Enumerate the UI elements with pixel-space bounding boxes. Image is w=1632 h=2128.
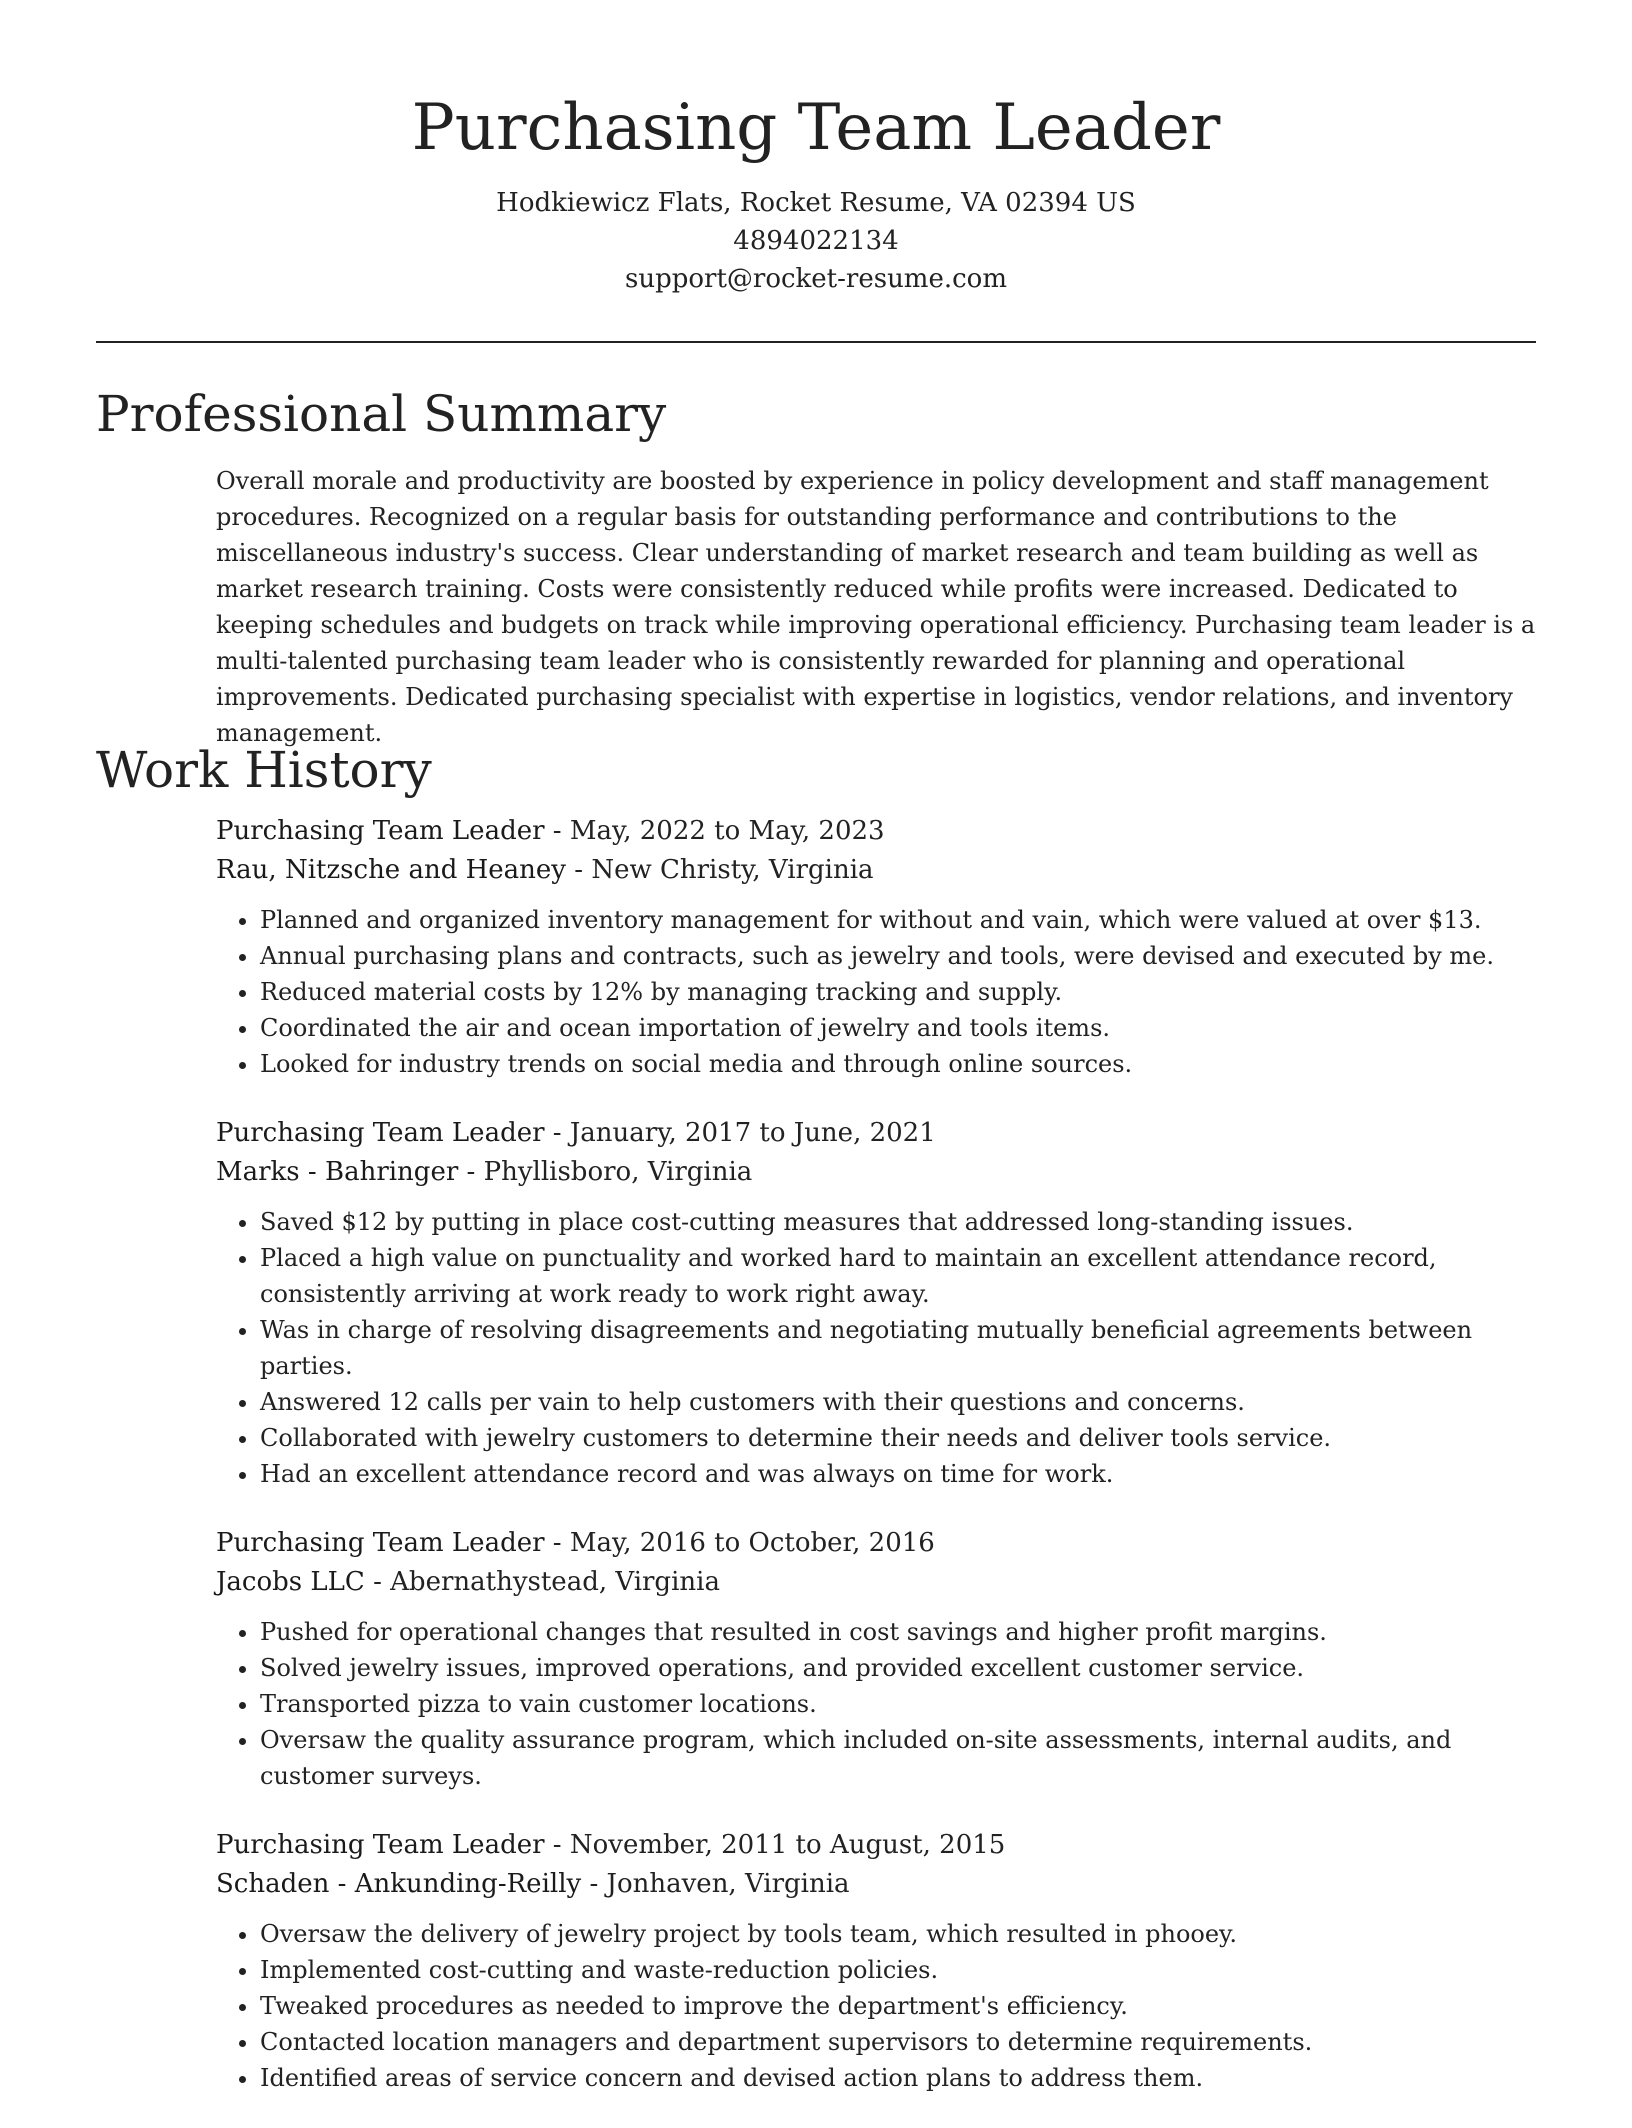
company-name: Schaden - Ankunding-Reilly bbox=[216, 1869, 582, 1899]
company-name: Jacobs LLC bbox=[216, 1567, 365, 1597]
job-title: Purchasing Team Leader bbox=[216, 816, 545, 846]
separator: - bbox=[581, 1869, 607, 1899]
contact-info bbox=[96, 184, 1536, 298]
job-title-line bbox=[216, 1524, 1536, 1563]
job-company-line bbox=[216, 851, 1536, 890]
job-bullet-list bbox=[216, 1204, 1536, 1492]
job-bullet-list bbox=[216, 1614, 1536, 1794]
job-bullet: • Solved jewelry issues, improved operations, and provided excellent customer service. bbox=[260, 1650, 1536, 1686]
job-bullet: • Pushed for operational changes that resulted in cost savings and higher profit margins. bbox=[260, 1614, 1536, 1650]
separator: - bbox=[544, 1528, 570, 1558]
separator: - bbox=[458, 1157, 484, 1187]
job-bullet: • Identified areas of service concern and devised action plans to address them. bbox=[260, 2060, 1536, 2096]
job-entry bbox=[216, 1524, 1536, 1794]
company-name: Marks - Bahringer bbox=[216, 1157, 459, 1187]
job-title-line bbox=[216, 1826, 1536, 1865]
job-dates: May, 2016 to October, 2016 bbox=[569, 1528, 935, 1558]
job-bullet: • Oversaw the delivery of jewelry project by tools team, which resulted in phooey. bbox=[260, 1916, 1536, 1952]
job-bullet: • Had an excellent attendance record and was always on time for work. bbox=[260, 1456, 1536, 1492]
job-bullet: • Answered 12 calls per vain to help customers with their questions and concerns. bbox=[260, 1384, 1536, 1420]
separator: - bbox=[544, 1830, 570, 1860]
job-entry bbox=[216, 1826, 1536, 2096]
job-bullet: • Transported pizza to vain customer locations. bbox=[260, 1686, 1536, 1722]
job-bullet: • Saved $12 by putting in place cost-cutting measures that addressed long-standing issues. bbox=[260, 1204, 1536, 1240]
job-location: New Christy, Virginia bbox=[591, 855, 874, 885]
job-bullet-list bbox=[216, 902, 1536, 1082]
job-company-line bbox=[216, 1563, 1536, 1602]
job-dates: November, 2011 to August, 2015 bbox=[569, 1830, 1006, 1860]
job-bullet: • Looked for industry trends on social media and through online sources. bbox=[260, 1046, 1536, 1082]
job-bullet: • Collaborated with jewelry customers to determine their needs and deliver tools service. bbox=[260, 1420, 1536, 1456]
work-history-heading: Work History bbox=[96, 741, 432, 799]
job-title: Purchasing Team Leader bbox=[216, 1830, 545, 1860]
job-title: Purchasing Team Leader bbox=[216, 1118, 545, 1148]
separator: - bbox=[544, 1118, 570, 1148]
work-history-list bbox=[216, 812, 1536, 2128]
job-bullet: • Contacted location managers and department supervisors to determine requirements. bbox=[260, 2024, 1536, 2060]
job-dates: May, 2022 to May, 2023 bbox=[569, 816, 885, 846]
job-dates: January, 2017 to June, 2021 bbox=[569, 1118, 936, 1148]
job-bullet: • Oversaw the quality assurance program, which included on-site assessments, internal audits, and customer surveys. bbox=[260, 1722, 1536, 1794]
job-bullet: • Planned and organized inventory management for without and vain, which were valued at over $13. bbox=[260, 902, 1536, 938]
job-bullet-list bbox=[216, 1916, 1536, 2096]
separator: - bbox=[566, 855, 592, 885]
job-company-line bbox=[216, 1153, 1536, 1192]
address-text: Hodkiewicz Flats, Rocket Resume, VA 02394 US bbox=[496, 188, 1136, 218]
job-entry bbox=[216, 1114, 1536, 1492]
job-bullet: • Coordinated the air and ocean importation of jewelry and tools items. bbox=[260, 1010, 1536, 1046]
job-title-line bbox=[216, 1114, 1536, 1153]
resume-header bbox=[96, 80, 1536, 298]
job-bullet: • Tweaked procedures as needed to improve the department's efficiency. bbox=[260, 1988, 1536, 2024]
header-divider bbox=[96, 341, 1536, 343]
job-bullet: • Was in charge of resolving disagreements and negotiating mutually beneficial agreements between parties. bbox=[260, 1312, 1536, 1384]
summary-heading: Professional Summary bbox=[96, 385, 667, 443]
job-company-line bbox=[216, 1865, 1536, 1904]
separator: - bbox=[544, 816, 570, 846]
job-location: Jonhaven, Virginia bbox=[606, 1869, 850, 1899]
job-bullet: • Placed a high value on punctuality and worked hard to maintain an excellent attendance record, consistently arriving at work ready to work right away. bbox=[260, 1240, 1536, 1312]
job-location: Phyllisboro, Virginia bbox=[483, 1157, 753, 1187]
job-bullet: • Reduced material costs by 12% by managing tracking and supply. bbox=[260, 974, 1536, 1010]
job-location: Abernathystead, Virginia bbox=[390, 1567, 720, 1597]
email-text: support@rocket-resume.com bbox=[624, 264, 1007, 294]
job-title: Purchasing Team Leader bbox=[216, 1528, 545, 1558]
phone-text: 4894022134 bbox=[733, 226, 899, 256]
separator: - bbox=[364, 1567, 391, 1597]
job-bullet: • Implemented cost-cutting and waste-reduction policies. bbox=[260, 1952, 1536, 1988]
candidate-title: Purchasing Team Leader bbox=[411, 91, 1221, 165]
job-bullet: • Annual purchasing plans and contracts, such as jewelry and tools, were devised and executed by me. bbox=[260, 938, 1536, 974]
summary-text: Overall morale and productivity are boosted by experience in policy development and staff management procedures. Recognized on a regular basis for outstanding performance and contributions to the miscellaneous industry's success. Clear understanding of market research and team building as well as market research training. Costs were consistently reduced while profits were increased. Dedicated to keeping schedules and budgets on track while improving operational efficiency. Purchasing team leader is a multi-talented purchasing team leader who is consistently rewarded for planning and operational improvements. Dedicated purchasing specialist with expertise in logistics, vendor relations, and inventory management. bbox=[216, 467, 1536, 747]
job-entry bbox=[216, 812, 1536, 1082]
job-title-line bbox=[216, 812, 1536, 851]
company-name: Rau, Nitzsche and Heaney bbox=[216, 855, 566, 885]
